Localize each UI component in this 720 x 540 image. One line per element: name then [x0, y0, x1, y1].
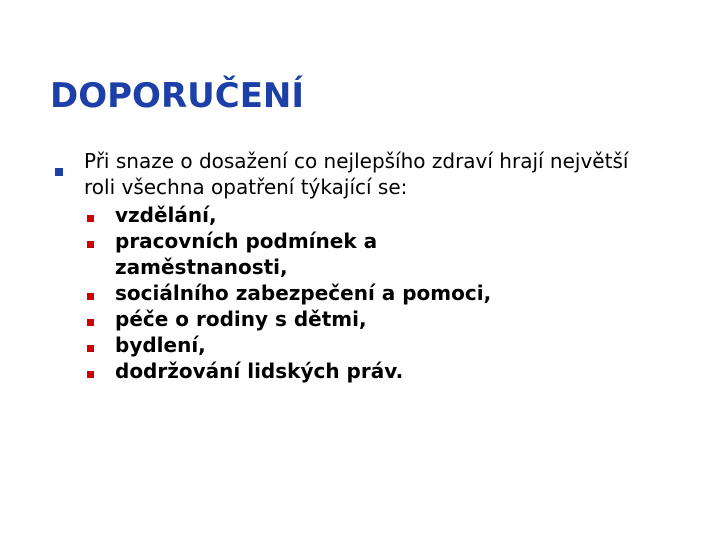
square-bullet-icon: [87, 215, 94, 222]
sub-bullet-list: [84, 202, 692, 384]
sub-bullet-item: [84, 332, 595, 358]
sub-bullet-text: bydlení,: [115, 333, 206, 357]
sub-bullet-text: sociálního zabezpečení a pomoci,: [115, 281, 492, 305]
square-bullet-icon: [87, 241, 94, 248]
sub-bullet-text: pracovních podmínek a zaměstnanosti,: [115, 229, 378, 279]
square-bullet-icon: [87, 319, 94, 326]
main-bullet-text: Při snaze o dosažení co nejlepšího zdraví hrají největší roli všechna opatření týkající se:: [84, 149, 629, 199]
sub-bullet-item: [84, 306, 595, 332]
sub-bullet-item: [84, 228, 475, 280]
sub-bullet-item: [84, 358, 595, 384]
sub-bullet-item: [84, 280, 595, 306]
square-bullet-icon: [87, 345, 94, 352]
square-bullet-icon: [55, 168, 63, 176]
sub-bullet-text: dodržování lidských práv.: [115, 359, 404, 383]
square-bullet-icon: [87, 371, 94, 378]
slide-title: DOPORUČENÍ: [50, 76, 305, 116]
main-bullet-item: [52, 148, 692, 384]
sub-bullet-text: vzdělání,: [115, 203, 217, 227]
sub-bullet-text: péče o rodiny s dětmi,: [115, 307, 367, 331]
sub-bullet-item: [84, 202, 475, 228]
square-bullet-icon: [87, 293, 94, 300]
slide-content: [52, 148, 692, 384]
